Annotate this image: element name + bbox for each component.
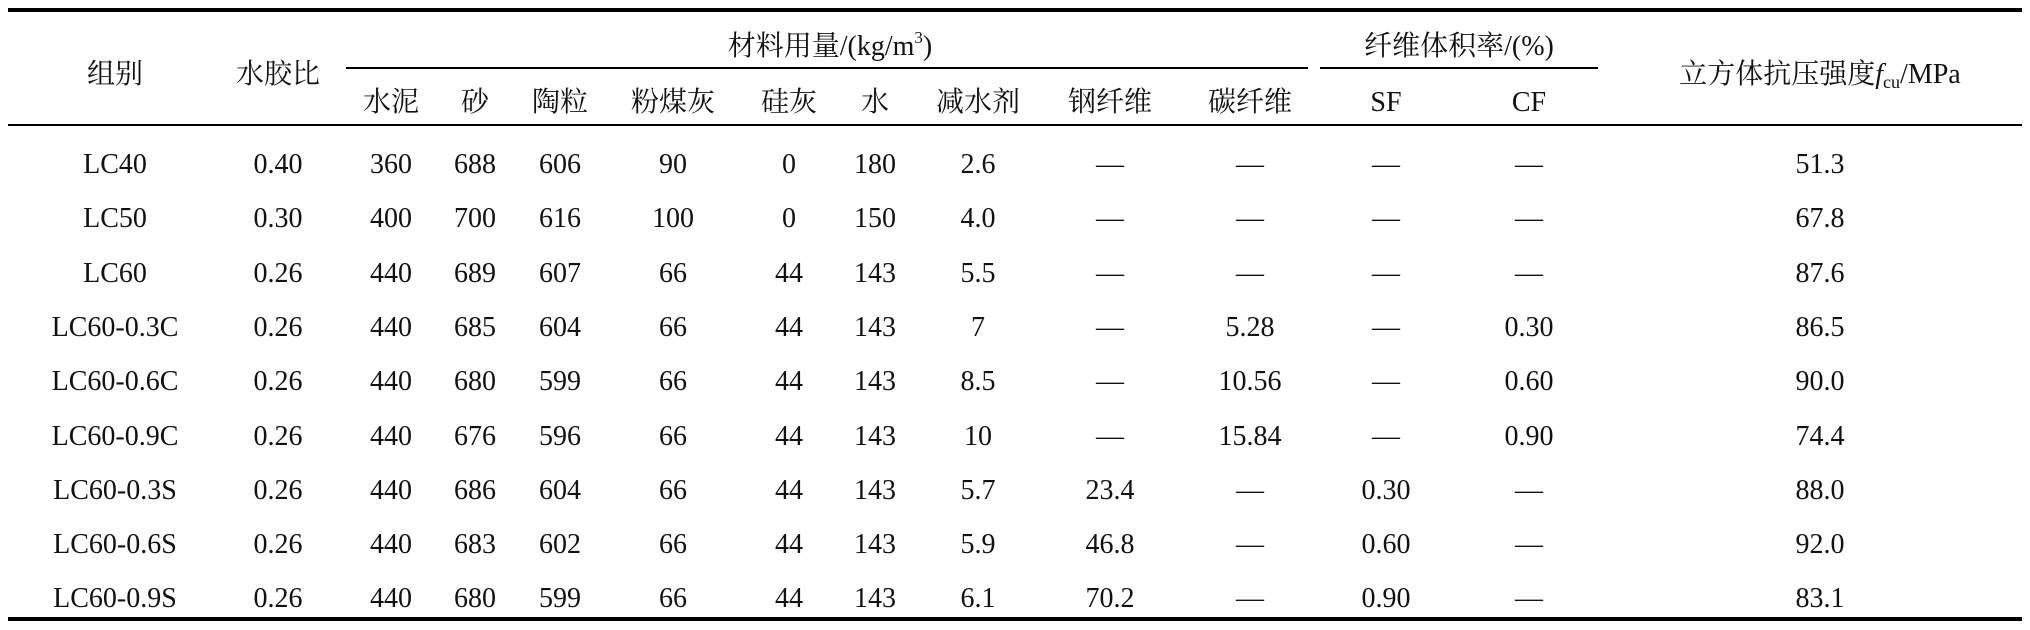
cell-strength: 67.8 [1795, 203, 1845, 235]
cell-ceramsite: 606 [539, 149, 581, 180]
cell-sand: 676 [454, 420, 496, 452]
cell-superplasticizer: 6.1 [960, 583, 996, 615]
cell-fly-ash: 66 [659, 257, 687, 289]
cell-steel-fiber: 23.4 [1085, 474, 1135, 506]
cell-cement: 440 [370, 257, 412, 289]
cell-steel-fiber: 70.2 [1085, 583, 1135, 615]
header-material-group-label: 材料用量/(kg/m [727, 31, 915, 62]
header-material-group-tail: ) [922, 31, 933, 62]
cell-sand: 680 [454, 583, 496, 615]
cell-silica-fume: 44 [775, 257, 803, 289]
cell-water: 150 [854, 203, 896, 235]
cell-cement: 440 [370, 366, 412, 398]
cell-carbon-fiber: — [1236, 583, 1264, 615]
cell-group: LC50 [83, 203, 147, 235]
cell-wb-ratio: 0.26 [253, 474, 303, 506]
cell-water: 143 [854, 257, 896, 289]
cell-group: LC60-0.3S [53, 474, 177, 506]
cell-steel-fiber: — [1096, 149, 1124, 180]
cell-strength: 87.6 [1795, 257, 1845, 289]
cell-wb-ratio: 0.30 [253, 203, 303, 235]
cell-water: 143 [854, 529, 896, 561]
cell-sf: 0.60 [1361, 529, 1411, 561]
header-material-carbon-fiber: 碳纤维 [1207, 87, 1293, 118]
header-material-water: 水 [860, 87, 890, 118]
cell-cement: 440 [370, 529, 412, 561]
top-rule [8, 8, 2022, 12]
cell-silica-fume: 44 [775, 583, 803, 615]
cell-cf: 0.30 [1504, 311, 1554, 343]
cell-wb-ratio: 0.26 [253, 583, 303, 615]
cell-strength: 90.0 [1795, 366, 1845, 398]
cell-cf: — [1515, 257, 1543, 289]
cell-strength: 83.1 [1795, 583, 1845, 615]
cell-carbon-fiber: — [1236, 529, 1264, 561]
cell-silica-fume: 44 [775, 474, 803, 506]
cell-steel-fiber: 46.8 [1085, 529, 1135, 561]
cell-fly-ash: 66 [659, 311, 687, 343]
material-group-rule [346, 67, 1308, 69]
cell-strength: 92.0 [1795, 529, 1845, 561]
cell-sf: 0.30 [1361, 474, 1411, 506]
cell-ceramsite: 596 [539, 420, 581, 452]
cell-ceramsite: 604 [539, 311, 581, 343]
cell-wb-ratio: 0.26 [253, 311, 303, 343]
cell-sf: — [1372, 420, 1400, 452]
cell-strength: 74.4 [1795, 420, 1845, 452]
cell-fly-ash: 66 [659, 529, 687, 561]
cell-sand: 700 [454, 203, 496, 235]
cell-strength: 88.0 [1795, 474, 1845, 506]
header-material-ceramsite: 陶粒 [531, 87, 589, 118]
cell-water: 143 [854, 366, 896, 398]
cell-sf: — [1372, 203, 1400, 235]
cell-cement: 400 [370, 203, 412, 235]
cell-water: 180 [854, 149, 896, 180]
header-fiber-cf: CF [1511, 87, 1547, 118]
cell-superplasticizer: 7 [971, 311, 985, 343]
cell-cf: 0.60 [1504, 366, 1554, 398]
cell-sand: 685 [454, 311, 496, 343]
cell-silica-fume: 44 [775, 311, 803, 343]
cell-group: LC60-0.9S [53, 583, 177, 615]
cell-carbon-fiber: — [1236, 474, 1264, 506]
cell-sf: — [1372, 257, 1400, 289]
cell-steel-fiber: — [1096, 311, 1124, 343]
cell-ceramsite: 604 [539, 474, 581, 506]
cell-cement: 440 [370, 583, 412, 615]
cell-wb-ratio: 0.26 [253, 366, 303, 398]
cell-superplasticizer: 2.6 [960, 149, 996, 180]
cell-ceramsite: 607 [539, 257, 581, 289]
cell-group: LC60-0.6C [51, 366, 179, 398]
cell-silica-fume: 44 [775, 366, 803, 398]
header-strength [1679, 58, 1960, 92]
cell-cf: — [1515, 149, 1543, 180]
cell-cf: — [1515, 203, 1543, 235]
cell-silica-fume: 0 [782, 149, 796, 180]
cell-steel-fiber: — [1096, 203, 1124, 235]
header-material-unit-sup: 3 [914, 28, 923, 47]
header-fiber-sf: SF [1370, 87, 1402, 118]
header-material-cement: 水泥 [362, 87, 420, 118]
cell-sf: — [1372, 311, 1400, 343]
cell-wb-ratio: 0.26 [253, 420, 303, 452]
header-group: 组别 [86, 59, 144, 90]
cell-fly-ash: 66 [659, 420, 687, 452]
cell-carbon-fiber: 15.84 [1218, 420, 1282, 452]
header-material-steel-fiber: 钢纤维 [1067, 87, 1153, 118]
header-strength-subscript: cu [1883, 72, 1901, 92]
cell-fly-ash: 66 [659, 366, 687, 398]
cell-cement: 360 [370, 149, 412, 180]
cell-water: 143 [854, 583, 896, 615]
cell-water: 143 [854, 311, 896, 343]
cell-carbon-fiber: — [1236, 257, 1264, 289]
cell-cf: — [1515, 583, 1543, 615]
cell-ceramsite: 599 [539, 366, 581, 398]
cell-ceramsite: 616 [539, 203, 581, 235]
header-material-sand: 砂 [460, 87, 490, 118]
cell-carbon-fiber: 5.28 [1225, 311, 1275, 343]
cell-water: 143 [854, 420, 896, 452]
header-bottom-rule [8, 124, 2022, 126]
cell-cement: 440 [370, 474, 412, 506]
header-strength-prefix: 立方体抗压强度 [1679, 59, 1876, 90]
cell-sf: — [1372, 149, 1400, 180]
header-strength-suffix: /MPa [1900, 59, 1961, 90]
cell-fly-ash: 66 [659, 583, 687, 615]
cell-superplasticizer: 5.5 [960, 257, 996, 289]
cell-carbon-fiber: 10.56 [1218, 366, 1282, 398]
cell-group: LC60-0.3C [51, 311, 179, 343]
cell-sf: — [1372, 366, 1400, 398]
cell-steel-fiber: — [1096, 257, 1124, 289]
cell-superplasticizer: 5.7 [960, 474, 996, 506]
cell-fly-ash: 66 [659, 474, 687, 506]
cell-sand: 686 [454, 474, 496, 506]
cell-cf: — [1515, 529, 1543, 561]
cell-wb-ratio: 0.40 [253, 149, 303, 180]
cell-silica-fume: 44 [775, 420, 803, 452]
cell-superplasticizer: 10 [964, 420, 992, 452]
cell-sand: 683 [454, 529, 496, 561]
header-material-silica-fume: 硅灰 [760, 87, 818, 118]
fiber-group-rule [1320, 67, 1598, 69]
cell-steel-fiber: — [1096, 366, 1124, 398]
header-fiber-group: 纤维体积率/(%) [1364, 31, 1554, 62]
cell-strength: 51.3 [1795, 149, 1845, 180]
header-strength-symbol: f [1875, 59, 1884, 90]
cell-carbon-fiber: — [1236, 203, 1264, 235]
cell-cf: — [1515, 474, 1543, 506]
cell-group: LC60 [83, 257, 147, 289]
cell-group: LC60-0.9C [51, 420, 179, 452]
cell-fly-ash: 100 [652, 203, 694, 235]
cell-cf: 0.90 [1504, 420, 1554, 452]
cell-steel-fiber: — [1096, 420, 1124, 452]
cell-superplasticizer: 5.9 [960, 529, 996, 561]
cell-wb-ratio: 0.26 [253, 529, 303, 561]
cell-water: 143 [854, 474, 896, 506]
header-material-group [728, 30, 933, 64]
bottom-rule [8, 617, 2022, 621]
cell-ceramsite: 602 [539, 529, 581, 561]
cell-sand: 680 [454, 366, 496, 398]
cell-group: LC60-0.6S [53, 529, 177, 561]
cell-cement: 440 [370, 311, 412, 343]
cell-wb-ratio: 0.26 [253, 257, 303, 289]
header-material-superplasticizer: 减水剂 [935, 87, 1021, 118]
cell-strength: 86.5 [1795, 311, 1845, 343]
cell-carbon-fiber: — [1236, 149, 1264, 180]
cell-group: LC40 [83, 149, 147, 180]
cell-ceramsite: 599 [539, 583, 581, 615]
cell-superplasticizer: 8.5 [960, 366, 996, 398]
header-material-fly-ash: 粉煤灰 [630, 87, 716, 118]
cell-sand: 689 [454, 257, 496, 289]
cell-sand: 688 [454, 149, 496, 180]
cell-fly-ash: 90 [659, 149, 687, 180]
cell-silica-fume: 0 [782, 203, 796, 235]
cell-silica-fume: 44 [775, 529, 803, 561]
cell-cement: 440 [370, 420, 412, 452]
header-wb-ratio: 水胶比 [235, 59, 321, 90]
cell-superplasticizer: 4.0 [960, 203, 996, 235]
cell-sf: 0.90 [1361, 583, 1411, 615]
